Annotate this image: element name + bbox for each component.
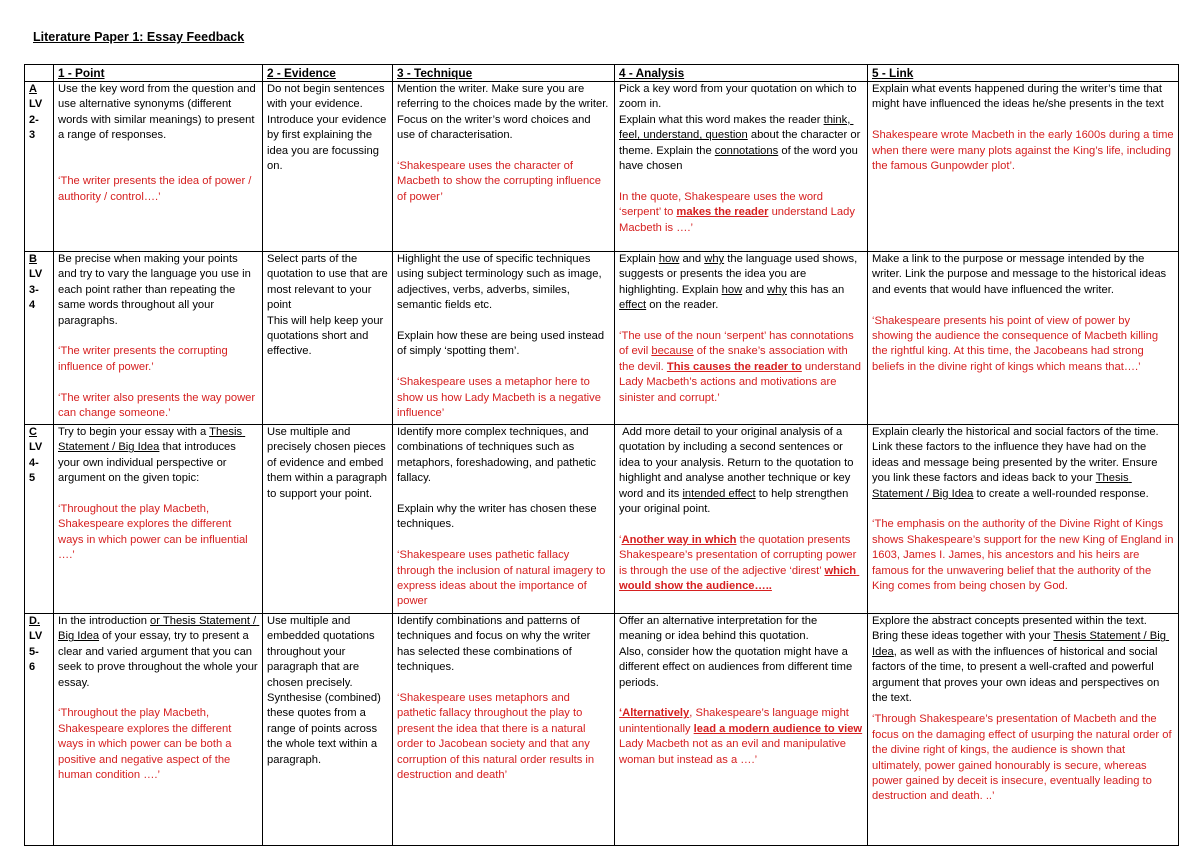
cell-link-a <box>868 82 1179 252</box>
guidance-text: Be precise when making your points and try to vary the language you use in each point rather than repeating the same words throughout all your paragraphs. <box>58 253 254 327</box>
cell-analysis-c <box>615 425 868 614</box>
cell-evidence-d <box>263 614 393 846</box>
cell-analysis-d <box>615 614 868 846</box>
guidance-text: Use multiple and embedded quotations throughout your paragraph that are chosen precisely. Synthesise (combined) these quotes from a range of points across the whole text within a paragraph. <box>267 615 384 766</box>
guidance-text: Explain why the writer has chosen these techniques. <box>397 503 600 531</box>
grade-cell-d <box>25 614 54 846</box>
header-point: 1 - Point <box>54 65 263 82</box>
grade-range: 4- <box>29 456 39 469</box>
example-text: ‘Shakespeare uses the character of Macbeth to show the corrupting influence of power’ <box>397 160 605 203</box>
cell-technique-b <box>393 252 615 425</box>
header-link: 5 - Link <box>868 65 1179 82</box>
header-row <box>25 65 1179 82</box>
grade-range: 2- <box>29 113 39 126</box>
guidance-text: Explain how and why the language used shows, suggests or presents the idea you are highlighting. Explain how and why this has an effect on the reader. <box>619 253 861 312</box>
grade-letter: B <box>29 253 37 265</box>
grade-lv: LV <box>29 630 43 643</box>
guidance-text: Highlight the use of specific techniques using subject terminology such as image, adjectives, verbs, adverbs, similes, semantic fields etc. <box>397 253 605 312</box>
guidance-text: Use multiple and precisely chosen pieces of evidence and embed them within a paragraph to support your point. <box>267 426 391 500</box>
grade-range: 3 <box>29 129 36 142</box>
grade-lv: LV <box>29 441 43 454</box>
guidance-text: Explore the abstract concepts presented within the text. Bring these ideas together with your Thesis Statement / Big Idea, as well as with the influences of historical and social factors of the time, to present a well-crafted and powerful argument that proves your own ideas and perspectives on the text. <box>872 615 1170 705</box>
grade-range: 3- <box>29 283 39 296</box>
guidance-text: Do not begin sentences with your evidence. Introduce your evidence by first explaining the idea you are focussing on. <box>267 83 390 173</box>
grade-cell-b <box>25 252 54 425</box>
grade-letter: D. <box>29 615 40 627</box>
example-text: ‘Shakespeare presents his point of view of power by showing the audience the consequence of Macbeth killing the rightful king. At this time, the Jacobeans had strong beliefs in the divine right of kings which means that….’ <box>872 314 1162 373</box>
row-d <box>25 614 1179 846</box>
header-analysis: 4 - Analysis <box>615 65 868 82</box>
grade-range: 6 <box>29 661 36 674</box>
guidance-text: Pick a key word from your quotation on which to zoom in. <box>619 83 860 111</box>
guidance-text: Explain what this word makes the reader think, feel, understand, question about the character or theme. Explain the connotations of the word you have chosen <box>619 113 864 173</box>
cell-evidence-a <box>263 82 393 252</box>
example-text: ‘Throughout the play Macbeth, Shakespeare explores the different ways in which power can be influential ….’ <box>58 503 251 562</box>
cell-evidence-b <box>263 252 393 425</box>
guidance-text: Use the key word from the question and use alternative synonyms (different words with similar meanings) to present a range of responses. <box>58 83 259 142</box>
example-text: ‘The writer presents the corrupting influence of power.’ <box>58 345 231 373</box>
cell-point-b <box>54 252 263 425</box>
example-text: ‘The emphasis on the authority of the Divine Right of Kings shows Shakespeare’s support for the new King of England in 1603, James I. James, his ancestors and his heirs are famous for the unwavering belief that the authority of the King comes from being chosen by God. <box>872 518 1177 593</box>
example-text: ‘The writer also presents the way power can change someone.’ <box>58 391 259 420</box>
header-technique: 3 - Technique <box>393 65 615 82</box>
guidance-text: Explain clearly the historical and social factors of the time. Link these factors to the influence they have had on the ideas and message being presented by the writer. Ensure you link these factors and ideas back to your Thesis Statement / Big Idea to create a well-rounded response. <box>872 426 1162 500</box>
header-blank <box>25 65 54 82</box>
guidance-text: Offer an alternative interpretation for the meaning or idea behind this quotation. Also, consider how the quotation might have a different effect on audiences from different time periods. <box>619 615 853 689</box>
example-text: ‘The use of the noun ‘serpent’ has connotations of evil because of the snake’s association with the devil. This causes the reader to understand Lady Macbeth’s actions and motivations are sinister and corrupt.’ <box>619 330 865 404</box>
example-text: ‘Shakespeare uses metaphors and pathetic fallacy throughout the play to present the idea that there is a natural order to Jacobean society and that any corruption of this natural order results in destruction and death’ <box>397 692 598 782</box>
header-evidence: 2 - Evidence <box>263 65 393 82</box>
example-text: Shakespeare wrote Macbeth in the early 1600s during a time when there were many plots against the King’s life, including the famous Gunpowder plot’. <box>872 129 1177 173</box>
cell-evidence-c <box>263 425 393 614</box>
guidance-text: Add more detail to your original analysis of a quotation by including a second sentences or idea to your analysis. Return to the quotation to highlight and analyse another technique or key word and its intended effect to help strengthen your original point. <box>619 426 857 516</box>
cell-link-b <box>868 252 1179 425</box>
example-text: ‘Another way in which the quotation presents Shakespeare’s presentation of corrupting power is through the use of the adjective ‘direst’ which would show the audience….. <box>619 533 860 593</box>
cell-point-c <box>54 425 263 614</box>
grade-cell-c <box>25 425 54 614</box>
example-text: ‘Throughout the play Macbeth, Shakespeare explores the different ways in which power can be both a positive and negative aspect of the human condition ….’ <box>58 707 235 782</box>
guidance-text: Explain what events happened during the writer’s time that might have influenced the ideas he/she presents in the text <box>872 83 1166 111</box>
guidance-text: Make a link to the purpose or message intended by the writer. Link the purpose and message to the historical ideas and events that would have influenced the writer. <box>872 253 1170 296</box>
example-text: ‘The writer presents the idea of power / authority / control….’ <box>58 175 255 203</box>
guidance-text: Mention the writer. Make sure you are referring to the choices made by the writer. Focus on the writer’s word choices and use of characterisation. <box>397 83 612 142</box>
cell-link-d <box>868 614 1179 846</box>
example-text: In the quote, Shakespeare uses the word ‘serpent’ to makes the reader understand Lady Macbeth is ….’ <box>619 190 859 234</box>
row-c <box>25 425 1179 614</box>
guidance-text: Identify more complex techniques, and combinations of techniques such as metaphors, foreshadowing, and pathetic fallacy. <box>397 426 600 485</box>
cell-technique-d <box>393 614 615 846</box>
row-a <box>25 82 1179 252</box>
grade-range: 5- <box>29 645 39 658</box>
guidance-text: In the introduction or Thesis Statement / Big Idea of your essay, try to present a clear and varied argument that you can seek to prove throughout the whole your essay. <box>58 615 261 689</box>
guidance-text: Select parts of the quotation to use that are most relevant to your point This will help keep your quotations short and effective. <box>267 253 388 358</box>
cell-point-a <box>54 82 263 252</box>
cell-analysis-b <box>615 252 868 425</box>
grade-lv: LV <box>29 98 43 111</box>
cell-link-c <box>868 425 1179 614</box>
example-text: ‘Through Shakespeare’s presentation of Macbeth and the focus on the damaging effect of usurping the natural order of the divine right of kings, the audience is shown that ultimately, power gained honourably is secure, whereas power gained by deceit is insecure, eventually leading to destruction and death. ..’ <box>872 713 1175 803</box>
grade-cell-a <box>25 82 54 252</box>
guidance-text: Explain how these are being used instead of simply ‘spotting them’. <box>397 330 608 358</box>
grade-range: 4 <box>29 299 36 312</box>
cell-point-d <box>54 614 263 846</box>
grade-lv: LV <box>29 268 43 281</box>
cell-technique-a <box>393 82 615 252</box>
cell-analysis-a <box>615 82 868 252</box>
example-text: ‘Shakespeare uses a metaphor here to show us how Lady Macbeth is a negative influence’ <box>397 376 605 420</box>
row-b <box>25 252 1179 425</box>
grade-letter: C <box>29 426 37 438</box>
example-text: ‘Alternatively, Shakespeare’s language might unintentionally lead a modern audience to view Lady Macbeth not as an evil and manipulative woman but instead as a ….’ <box>619 707 866 766</box>
cell-technique-c <box>393 425 615 614</box>
example-text: ‘Shakespeare uses pathetic fallacy through the inclusion of natural imagery to express ideas about the importance of power <box>397 549 609 608</box>
guidance-text: Try to begin your essay with a Thesis Statement / Big Idea that introduces your own individual perspective or argument on the given topic: <box>58 426 246 485</box>
grade-letter: A <box>29 83 37 95</box>
grade-range: 5 <box>29 472 36 485</box>
guidance-text: Identify combinations and patterns of techniques and focus on why the writer has selected these combinations of techniques. <box>397 615 594 674</box>
feedback-table <box>24 64 1179 846</box>
page-title: Literature Paper 1: Essay Feedback <box>33 30 245 44</box>
